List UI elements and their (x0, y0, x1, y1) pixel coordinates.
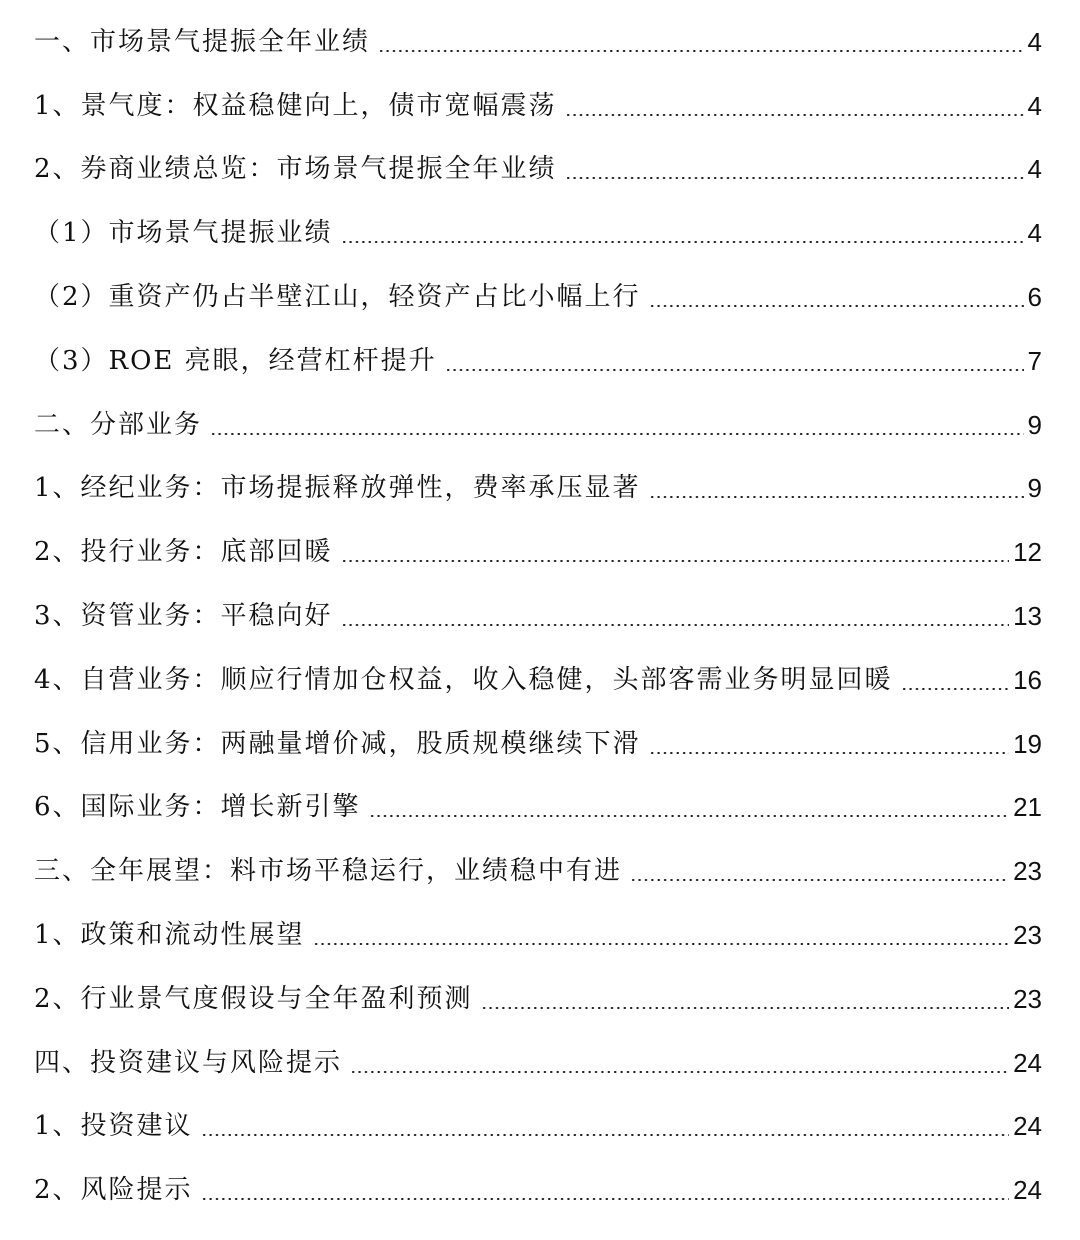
toc-entry-page: 4 (1027, 26, 1042, 57)
toc-entry-title: 二、分部业务 (34, 409, 203, 440)
toc-entry-title: 2、券商业绩总览：市场景气提振全年业绩 (34, 154, 557, 185)
toc-entry-title: 2、投行业务：底部回暖 (34, 537, 333, 568)
toc-entry-page: 12 (1013, 537, 1042, 568)
toc-entry-title: 4、自营业务：顺应行情加仓权益，收入稳健，头部客需业务明显回暖 (34, 664, 893, 695)
dot-leader (481, 1007, 1010, 1009)
toc-entry[interactable] (0, 138, 1080, 202)
toc-entry[interactable] (0, 776, 1080, 840)
dot-leader (565, 177, 1024, 179)
dot-leader (649, 752, 1010, 754)
toc-entry-page: 4 (1027, 218, 1042, 249)
toc-entry[interactable] (0, 10, 1080, 74)
dot-leader (649, 305, 1024, 307)
toc-entry[interactable] (0, 1031, 1080, 1095)
toc-entry-page: 21 (1013, 792, 1042, 823)
toc-entry[interactable] (0, 712, 1080, 776)
toc-entry[interactable] (0, 1095, 1080, 1159)
toc-entry-page: 13 (1013, 601, 1042, 632)
toc-entry-page: 24 (1013, 1175, 1042, 1206)
dot-leader (341, 241, 1024, 243)
toc-entry-title: 四、投资建议与风险提示 (34, 1047, 343, 1078)
toc-entry[interactable] (0, 457, 1080, 521)
toc-entry-title: 三、全年展望：料市场平稳运行，业绩稳中有进 (34, 856, 623, 887)
toc-entry[interactable] (0, 74, 1080, 138)
toc-entry-title: 2、风险提示 (34, 1175, 193, 1206)
toc-entry[interactable] (0, 1158, 1080, 1222)
toc-entry[interactable] (0, 201, 1080, 265)
toc-entry-page: 23 (1013, 856, 1042, 887)
toc-entry[interactable] (0, 648, 1080, 712)
toc-entry[interactable] (0, 903, 1080, 967)
toc-entry[interactable] (0, 520, 1080, 584)
dot-leader (350, 1071, 1009, 1073)
dot-leader (210, 433, 1024, 435)
toc-entry-title: 1、政策和流动性展望 (34, 920, 305, 951)
toc-entry[interactable] (0, 265, 1080, 329)
dot-leader (445, 369, 1024, 371)
toc-entry-page: 16 (1013, 664, 1042, 695)
toc-entry-title: 3、资管业务：平稳向好 (34, 601, 333, 632)
toc-entry-title: 1、投资建议 (34, 1111, 193, 1142)
toc-entry-title: （1）市场景气提振业绩 (34, 218, 333, 249)
toc-entry[interactable] (0, 584, 1080, 648)
toc-entry-title: （3）ROE 亮眼，经营杠杆提升 (34, 345, 437, 376)
toc-entry-title: 2、行业景气度假设与全年盈利预测 (34, 983, 473, 1014)
toc-entry[interactable] (0, 329, 1080, 393)
toc-entry[interactable] (0, 967, 1080, 1031)
dot-leader (901, 688, 1010, 690)
toc-entry-title: 一、市场景气提振全年业绩 (34, 26, 371, 57)
toc-entry-title: 1、景气度：权益稳健向上，债市宽幅震荡 (34, 90, 557, 121)
toc-entry-page: 4 (1027, 90, 1042, 121)
toc-entry-page: 6 (1027, 282, 1042, 313)
dot-leader (201, 1134, 1010, 1136)
toc-entry-page: 23 (1013, 983, 1042, 1014)
toc-entry-page: 19 (1013, 728, 1042, 759)
toc-entry-title: 6、国际业务：增长新引擎 (34, 792, 361, 823)
toc-entry-title: （2）重资产仍占半壁江山，轻资产占比小幅上行 (34, 282, 641, 313)
dot-leader (369, 815, 1010, 817)
toc-entry-page: 24 (1013, 1047, 1042, 1078)
dot-leader (341, 560, 1010, 562)
toc-entry-page: 9 (1027, 473, 1042, 504)
toc-entry-title: 5、信用业务：两融量增价减，股质规模继续下滑 (34, 728, 641, 759)
toc-entry[interactable] (0, 393, 1080, 457)
toc-entry-page: 9 (1027, 409, 1042, 440)
toc-entry-title: 1、经纪业务：市场提振释放弹性，费率承压显著 (34, 473, 641, 504)
toc-entry[interactable] (0, 839, 1080, 903)
dot-leader (378, 50, 1024, 52)
dot-leader (313, 943, 1010, 945)
dot-leader (201, 1198, 1010, 1200)
dot-leader (630, 879, 1009, 881)
dot-leader (649, 496, 1024, 498)
table-of-contents (0, 10, 1080, 1222)
dot-leader (341, 624, 1010, 626)
toc-entry-page: 7 (1027, 345, 1042, 376)
toc-entry-page: 23 (1013, 920, 1042, 951)
dot-leader (565, 114, 1024, 116)
toc-entry-page: 4 (1027, 154, 1042, 185)
toc-entry-page: 24 (1013, 1111, 1042, 1142)
